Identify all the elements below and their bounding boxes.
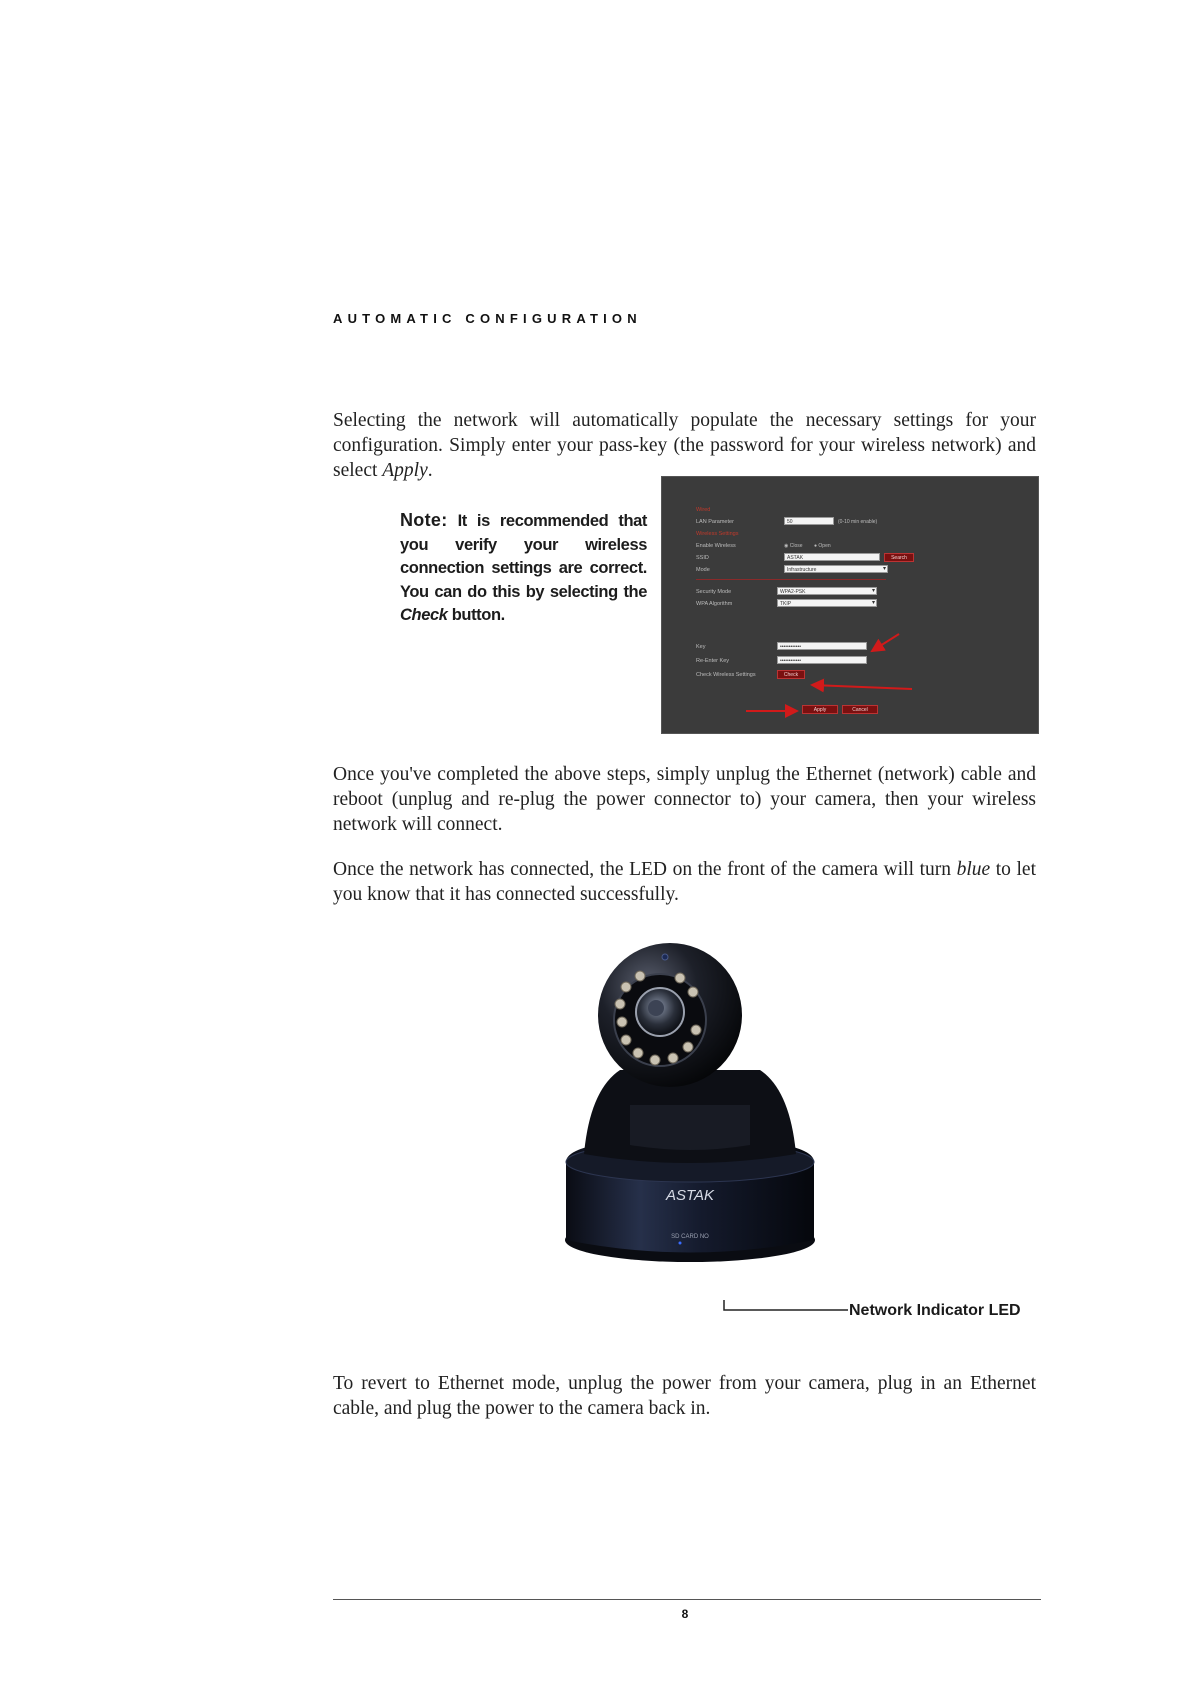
camera-brand-text: ASTAK: [665, 1187, 715, 1204]
panel-label-security: Security Mode: [696, 589, 732, 595]
panel-header-wired: Wired: [696, 507, 711, 513]
check-emphasis: Check: [400, 606, 448, 624]
ssid-field: ASTAK: [784, 553, 880, 561]
intro-paragraph: [333, 408, 1036, 483]
key-field: ••••••••••••: [777, 642, 867, 650]
panel-label-enable-wireless: Enable Wireless: [696, 543, 736, 549]
panel-label-lan: LAN Parameter: [696, 519, 734, 525]
panel-header-wireless: Wireless Settings: [696, 531, 739, 537]
radio-open-label: Open: [818, 543, 831, 549]
camera-port-labels: SD CARD NO: [671, 1234, 709, 1240]
check-button: Check: [777, 670, 805, 679]
led-paragraph: [333, 857, 1036, 907]
security-mode-select: WPA2-PSK ▾: [777, 587, 877, 595]
section-title: AUTOMATIC CONFIGURATION: [333, 311, 642, 326]
blue-emphasis: blue: [956, 859, 991, 880]
apply-emphasis: Apply: [382, 460, 428, 481]
led-leader-line: [723, 1300, 849, 1312]
arrow-to-key-icon: [872, 634, 899, 651]
led-text: Once the network has connected, the LED on the front of the camera will turn: [333, 859, 951, 880]
reboot-paragraph: Once you've completed the above steps, simply unplug the Ethernet (network) cable and reboot (unplug and re-plug the power connector to) your camera, then your wireless network will connect.: [333, 764, 1036, 835]
note-text-end: button.: [451, 606, 505, 624]
intro-end: .: [427, 460, 433, 481]
camera-image: [560, 940, 820, 1295]
search-button: Search: [884, 553, 914, 562]
wpa-algorithm-select: TKIP ▾: [777, 599, 877, 607]
wireless-settings-screenshot: [661, 476, 1039, 734]
panel-label-ssid: SSID: [696, 555, 709, 561]
lan-parameter-field: 50: [784, 517, 834, 525]
note-label: Note:: [400, 510, 448, 530]
led-text-end: to let you know that it has connected successfully.: [333, 859, 1037, 905]
radio-close: ◉ Close: [784, 543, 803, 549]
reenter-key-field: ••••••••••••: [777, 656, 867, 664]
apply-button: Apply: [802, 705, 838, 714]
panel-label-reenter-key: Re-Enter Key: [696, 658, 730, 664]
arrow-to-check-icon: [812, 685, 912, 689]
intro-text: Selecting the network will automatically populate the necessary settings for your configuration. Simply enter your pass-key (the password for your wireless network) and select: [333, 410, 1036, 481]
radio-close-label: Close: [789, 543, 803, 549]
cancel-button: Cancel: [842, 705, 878, 714]
panel-label-mode: Mode: [696, 567, 710, 573]
page-number: 8: [681, 1607, 689, 1621]
led-caption: Network Indicator LED: [849, 1302, 1021, 1319]
note-text: It is recommended that you verify your wireless connection settings are correct. You can do this by selecting the: [400, 512, 647, 601]
radio-open: ● Open: [814, 543, 831, 549]
note-block: [400, 509, 647, 628]
lan-parameter-note: (0-10 min enable): [838, 519, 878, 525]
revert-paragraph: To revert to Ethernet mode, unplug the power from your camera, plug in an Ethernet cable, and plug the power to the camera back in.: [333, 1373, 1036, 1419]
panel-label-check: Check Wireless Settings: [696, 672, 756, 678]
panel-label-wpa: WPA Algorithm: [696, 601, 733, 607]
footer-rule: [333, 1599, 1041, 1600]
panel-label-key: Key: [696, 644, 706, 650]
annotation-arrows: [662, 477, 1038, 733]
mode-select: Infrastructure ▾: [784, 565, 888, 573]
